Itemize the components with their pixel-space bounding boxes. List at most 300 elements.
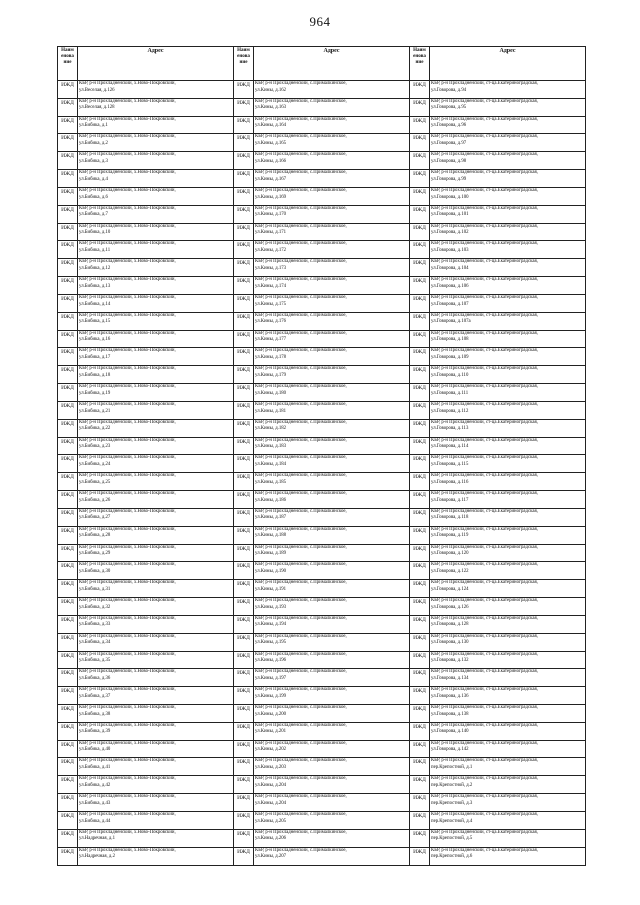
address-line-locality: КБР, р-н Прохладненский, х.Ново-Покровский,: [79, 758, 176, 764]
building-type-cell: ИЖД: [58, 669, 78, 687]
address-cell: [430, 241, 586, 259]
address-cell: [78, 633, 234, 651]
address-line-street: ул.Говорова, д.110: [431, 372, 469, 378]
address-line-street: ул.Говорова, д.134: [431, 675, 469, 681]
address-cell: [78, 508, 234, 526]
address-line-locality: КБР, р-н Прохладненский, с.Прималкинское,: [255, 187, 347, 193]
address-line-locality: КБР, р-н Прохладненский, х.Ново-Покровский,: [79, 722, 176, 728]
building-type-cell: ИЖД: [234, 811, 254, 829]
address-line-locality: КБР, р-н Прохладненский, с.Прималкинское,: [255, 223, 347, 229]
building-type-cell: ИЖД: [410, 223, 430, 241]
address-cell: [78, 455, 234, 473]
building-type-cell: ИЖД: [410, 152, 430, 170]
address-cell: [254, 401, 410, 419]
address-line-locality: КБР, р-н Прохладненский, х.Ново-Покровский,: [79, 81, 176, 86]
address-line-street: ул.Кимы, д.172: [255, 248, 287, 254]
address-line-locality: КБР, р-н Прохладненский, х.Ново-Покровский,: [79, 687, 176, 693]
address-line-locality: КБР, р-н Прохладненский, х.Ново-Покровский,: [79, 401, 176, 407]
building-type-cell: ИЖД: [234, 704, 254, 722]
address-line-street: ул.Кимы, д.185: [255, 479, 287, 485]
address-line-locality: КБР, р-н Прохладненский, х.Ново-Покровский,: [79, 241, 176, 247]
building-type-cell: ИЖД: [410, 187, 430, 205]
table-row: [58, 829, 586, 847]
address-line-locality: КБР, р-н Прохладненский, ст-ца.Екатериноградская,: [431, 437, 538, 443]
table-row: [58, 152, 586, 170]
address-line-locality: КБР, р-н Прохладненский, ст-ца.Екатериноградская,: [431, 187, 538, 193]
address-line-street: ул.Бибика, д.18: [79, 372, 111, 378]
address-cell: [430, 508, 586, 526]
header-address: Адрес: [430, 47, 586, 81]
address-line-street: ул.Говорова, д.113: [431, 426, 469, 432]
address-line-locality: КБР, р-н Прохладненский, с.Прималкинское,: [255, 330, 347, 336]
address-cell: [430, 651, 586, 669]
address-line-street: пер.Крепостной, д.5: [431, 836, 473, 842]
address-cell: [78, 722, 234, 740]
building-type-cell: ИЖД: [234, 401, 254, 419]
address-cell: [78, 223, 234, 241]
address-line-street: ул.Говорова, д.112: [431, 408, 469, 414]
building-type-cell: ИЖД: [410, 508, 430, 526]
address-cell: [78, 562, 234, 580]
address-cell: [78, 473, 234, 491]
address-cell: [78, 598, 234, 616]
address-line-locality: КБР, р-н Прохладненский, с.Прималкинское,: [255, 669, 347, 675]
address-line-street: ул.Говорова, д.108: [431, 337, 469, 343]
address-cell: [430, 401, 586, 419]
address-line-locality: КБР, р-н Прохладненский, с.Прималкинское,: [255, 829, 347, 835]
address-cell: [430, 829, 586, 847]
building-type-cell: ИЖД: [234, 187, 254, 205]
address-line-street: ул.Бибика, д.42: [79, 782, 111, 788]
address-line-street: ул.Говорова, д.96: [431, 123, 467, 129]
address-cell: [430, 348, 586, 366]
address-line-street: ул.Кимы, д.170: [255, 212, 287, 218]
building-type-cell: ИЖД: [410, 401, 430, 419]
address-line-locality: КБР, р-н Прохладненский, ст-ца.Екатериноградская,: [431, 669, 538, 675]
address-line-street: ул.Кимы, д.201: [255, 729, 287, 735]
address-cell: [430, 223, 586, 241]
address-line-street: ул.Кимы, д.166: [255, 158, 287, 164]
building-type-cell: ИЖД: [234, 205, 254, 223]
address-line-street: ул.Бибика, д.41: [79, 765, 111, 771]
address-line-locality: КБР, р-н Прохладненский, х.Ново-Покровский,: [79, 829, 176, 835]
address-cell: [254, 223, 410, 241]
address-line-street: ул.Кимы, д.167: [255, 176, 287, 182]
address-cell: [254, 419, 410, 437]
building-type-cell: ИЖД: [234, 740, 254, 758]
building-type-cell: ИЖД: [234, 491, 254, 509]
building-type-cell: ИЖД: [58, 491, 78, 509]
building-type-cell: ИЖД: [58, 562, 78, 580]
building-type-cell: ИЖД: [410, 294, 430, 312]
address-cell: [254, 776, 410, 794]
building-type-cell: ИЖД: [58, 419, 78, 437]
building-type-cell: ИЖД: [58, 811, 78, 829]
address-line-street: ул.Бибика, д.4: [79, 176, 108, 182]
table-row: [58, 419, 586, 437]
building-type-cell: ИЖД: [58, 455, 78, 473]
building-type-cell: ИЖД: [58, 170, 78, 188]
address-cell: [254, 580, 410, 598]
address-cell: [430, 187, 586, 205]
address-line-street: ул.Говорова, д.101: [431, 212, 469, 218]
address-line-street: ул.Кимы, д.169: [255, 194, 287, 200]
building-type-cell: ИЖД: [410, 687, 430, 705]
building-type-cell: ИЖД: [234, 277, 254, 295]
address-line-street: пер.Крепостной, д.2: [431, 782, 473, 788]
address-cell: [78, 241, 234, 259]
address-cell: [430, 205, 586, 223]
building-type-cell: ИЖД: [234, 669, 254, 687]
address-line-street: ул.Кимы, д.187: [255, 515, 287, 521]
address-line-street: ул.Говорова, д.136: [431, 693, 469, 699]
address-line-locality: КБР, р-н Прохладненский, ст-ца.Екатериноградская,: [431, 776, 538, 782]
address-line-locality: КБР, р-н Прохладненский, с.Прималкинское,: [255, 473, 347, 479]
address-line-street: ул.Говорова, д.94: [431, 87, 467, 93]
table-row: [58, 294, 586, 312]
address-line-street: ул.Говорова, д.102: [431, 230, 469, 236]
address-cell: [430, 170, 586, 188]
address-line-locality: КБР, р-н Прохладненский, х.Ново-Покровский,: [79, 170, 176, 176]
address-line-street: ул.Бибика, д.19: [79, 390, 111, 396]
address-line-street: ул.Кимы, д.177: [255, 337, 287, 343]
address-line-locality: КБР, р-н Прохладненский, х.Ново-Покровский,: [79, 312, 176, 318]
address-cell: [254, 170, 410, 188]
address-cell: [254, 491, 410, 509]
address-line-locality: КБР, р-н Прохладненский, ст-ца.Екатериноградская,: [431, 116, 538, 122]
address-cell: [78, 205, 234, 223]
address-line-locality: КБР, р-н Прохладненский, х.Ново-Покровский,: [79, 277, 176, 283]
address-line-locality: КБР, р-н Прохладненский, с.Прималкинское,: [255, 704, 347, 710]
address-cell: [254, 615, 410, 633]
address-line-locality: КБР, р-н Прохладненский, х.Ново-Покровский,: [79, 794, 176, 800]
building-type-cell: ИЖД: [410, 615, 430, 633]
address-cell: [254, 829, 410, 847]
address-cell: [254, 259, 410, 277]
address-cell: [430, 580, 586, 598]
address-line-locality: КБР, р-н Прохладненский, ст-ца.Екатериноградская,: [431, 330, 538, 336]
table-row: [58, 704, 586, 722]
address-line-street: ул.Бибика, д.43: [79, 800, 111, 806]
building-type-cell: ИЖД: [410, 598, 430, 616]
address-line-street: ул.Кимы, д.184: [255, 461, 287, 467]
address-line-street: ул.Кимы, д.204: [255, 782, 287, 788]
address-line-locality: КБР, р-н Прохладненский, ст-ца.Екатериноградская,: [431, 544, 538, 550]
address-line-locality: КБР, р-н Прохладненский, ст-ца.Екатериноградская,: [431, 348, 538, 354]
address-line-locality: КБР, р-н Прохладненский, ст-ца.Екатериноградская,: [431, 134, 538, 140]
address-cell: [254, 669, 410, 687]
building-type-cell: ИЖД: [58, 384, 78, 402]
table-row: [58, 491, 586, 509]
building-type-cell: ИЖД: [58, 829, 78, 847]
building-type-cell: ИЖД: [234, 580, 254, 598]
building-type-cell: ИЖД: [58, 330, 78, 348]
table-row: [58, 722, 586, 740]
address-cell: [78, 312, 234, 330]
address-line-street: ул.Говорова, д.116: [431, 479, 469, 485]
address-line-street: ул.Говорова, д.104: [431, 265, 469, 271]
address-cell: [78, 384, 234, 402]
building-type-cell: ИЖД: [410, 437, 430, 455]
address-line-locality: КБР, р-н Прохладненский, с.Прималкинское,: [255, 98, 347, 104]
address-cell: [78, 187, 234, 205]
address-cell: [78, 366, 234, 384]
address-line-street: ул.Говорова, д.140: [431, 729, 469, 735]
address-line-locality: КБР, р-н Прохладненский, ст-ца.Екатериноградская,: [431, 294, 538, 300]
address-line-locality: КБР, р-н Прохладненский, х.Ново-Покровский,: [79, 562, 176, 568]
building-type-cell: ИЖД: [58, 437, 78, 455]
address-cell: [254, 187, 410, 205]
address-cell: [254, 598, 410, 616]
address-cell: [78, 580, 234, 598]
address-line-locality: КБР, р-н Прохладненский, ст-ца.Екатериноградская,: [431, 312, 538, 318]
building-type-cell: ИЖД: [410, 241, 430, 259]
building-type-cell: ИЖД: [410, 259, 430, 277]
building-type-cell: ИЖД: [410, 473, 430, 491]
address-cell: [430, 491, 586, 509]
address-line-street: ул.Бибика, д.32: [79, 604, 111, 610]
table-row: [58, 847, 586, 865]
building-type-cell: ИЖД: [410, 98, 430, 116]
address-line-street: ул.Кимы, д.191: [255, 586, 287, 592]
address-line-street: ул.Говорова, д.111: [431, 390, 469, 396]
address-line-street: ул.Кимы, д.205: [255, 818, 287, 824]
address-line-street: ул.Говорова, д.128: [431, 622, 469, 628]
table-row: [58, 437, 586, 455]
address-cell: [78, 615, 234, 633]
address-line-locality: КБР, р-н Прохладненский, с.Прималкинское,: [255, 152, 347, 158]
address-cell: [254, 241, 410, 259]
address-cell: [254, 116, 410, 134]
building-type-cell: ИЖД: [410, 758, 430, 776]
address-line-locality: КБР, р-н Прохладненский, х.Ново-Покровский,: [79, 384, 176, 390]
building-type-cell: ИЖД: [410, 384, 430, 402]
building-type-cell: ИЖД: [410, 811, 430, 829]
address-cell: [254, 312, 410, 330]
address-cell: [430, 152, 586, 170]
address-line-street: ул.Бибика, д.33: [79, 622, 111, 628]
building-type-cell: ИЖД: [58, 544, 78, 562]
building-type-cell: ИЖД: [410, 704, 430, 722]
address-cell: [78, 330, 234, 348]
table-row: [58, 81, 586, 99]
address-line-street: ул.Говорова, д.126: [431, 604, 469, 610]
address-cell: [78, 704, 234, 722]
address-line-locality: КБР, р-н Прохладненский, ст-ца.Екатериноградская,: [431, 170, 538, 176]
address-cell: [430, 473, 586, 491]
table-row: [58, 580, 586, 598]
address-line-locality: КБР, р-н Прохладненский, ст-ца.Екатериноградская,: [431, 384, 538, 390]
building-type-cell: ИЖД: [58, 152, 78, 170]
table-row: [58, 241, 586, 259]
address-line-locality: КБР, р-н Прохладненский, ст-ца.Екатериноградская,: [431, 366, 538, 372]
address-line-locality: КБР, р-н Прохладненский, ст-ца.Екатериноградская,: [431, 847, 538, 853]
building-type-cell: ИЖД: [234, 544, 254, 562]
address-cell: [78, 277, 234, 295]
address-line-locality: КБР, р-н Прохладненский, х.Ново-Покровский,: [79, 294, 176, 300]
building-type-cell: ИЖД: [58, 758, 78, 776]
table-row: [58, 134, 586, 152]
address-line-street: ул.Говорова, д.130: [431, 640, 469, 646]
address-line-locality: КБР, р-н Прохладненский, с.Прималкинское,: [255, 277, 347, 283]
building-type-cell: ИЖД: [58, 598, 78, 616]
address-line-street: ул.Бибика, д.38: [79, 711, 111, 717]
address-cell: [78, 811, 234, 829]
building-type-cell: ИЖД: [58, 277, 78, 295]
address-line-locality: КБР, р-н Прохладненский, с.Прималкинское,: [255, 170, 347, 176]
address-line-locality: КБР, р-н Прохладненский, х.Ново-Покровский,: [79, 615, 176, 621]
table-row: [58, 526, 586, 544]
building-type-cell: ИЖД: [234, 241, 254, 259]
address-line-locality: КБР, р-н Прохладненский, ст-ца.Екатериноградская,: [431, 704, 538, 710]
address-line-locality: КБР, р-н Прохладненский, с.Прималкинское,: [255, 241, 347, 247]
building-type-cell: ИЖД: [410, 562, 430, 580]
building-type-cell: ИЖД: [234, 633, 254, 651]
address-line-street: ул.Кимы, д.182: [255, 426, 287, 432]
address-line-street: ул.Надречная, д.2: [79, 854, 115, 860]
building-type-cell: ИЖД: [234, 615, 254, 633]
address-cell: [430, 384, 586, 402]
address-line-locality: КБР, р-н Прохладненский, с.Прималкинское,: [255, 580, 347, 586]
page-number: 964: [309, 14, 331, 29]
address-line-street: ул.Говорова, д.119: [431, 533, 469, 539]
address-line-locality: КБР, р-н Прохладненский, ст-ца.Екатериноградская,: [431, 491, 538, 497]
address-line-locality: КБР, р-н Прохладненский, х.Ново-Покровский,: [79, 116, 176, 122]
address-line-street: ул.Бибика, д.40: [79, 747, 111, 753]
building-type-cell: ИЖД: [58, 473, 78, 491]
address-cell: [430, 758, 586, 776]
address-line-locality: КБР, р-н Прохладненский, х.Ново-Покровский,: [79, 847, 176, 853]
address-cell: [78, 669, 234, 687]
address-cell: [78, 740, 234, 758]
address-line-locality: КБР, р-н Прохладненский, ст-ца.Екатериноградская,: [431, 651, 538, 657]
address-line-street: ул.Кимы, д.204: [255, 800, 287, 806]
address-line-street: ул.Кимы, д.171: [255, 230, 287, 236]
building-type-cell: ИЖД: [234, 829, 254, 847]
building-type-cell: ИЖД: [410, 419, 430, 437]
address-line-locality: КБР, р-н Прохладненский, х.Ново-Покровский,: [79, 776, 176, 782]
address-line-locality: КБР, р-н Прохладненский, х.Ново-Покровский,: [79, 651, 176, 657]
address-line-street: ул.Говорова, д.107: [431, 301, 469, 307]
address-line-street: пер.Крепостной, д.6: [431, 854, 473, 860]
address-line-locality: КБР, р-н Прохладненский, с.Прималкинское,: [255, 687, 347, 693]
address-line-locality: КБР, р-н Прохладненский, х.Ново-Покровский,: [79, 437, 176, 443]
building-type-cell: ИЖД: [410, 526, 430, 544]
address-line-locality: КБР, р-н Прохладненский, х.Ново-Покровский,: [79, 669, 176, 675]
building-type-cell: ИЖД: [58, 401, 78, 419]
address-line-street: ул.Кимы, д.178: [255, 355, 287, 361]
building-type-cell: ИЖД: [410, 205, 430, 223]
address-cell: [430, 419, 586, 437]
address-line-locality: КБР, р-н Прохладненский, х.Ново-Покровский,: [79, 259, 176, 265]
address-cell: [430, 615, 586, 633]
address-line-street: ул.Говорова, д.114: [431, 444, 469, 450]
address-line-street: ул.Кимы, д.200: [255, 711, 287, 717]
address-line-street: ул.Говорова, д.122: [431, 568, 469, 574]
building-type-cell: ИЖД: [410, 847, 430, 865]
address-line-street: ул.Говорова, д.99: [431, 176, 467, 182]
address-line-street: ул.Бибика, д.27: [79, 515, 111, 521]
address-line-locality: КБР, р-н Прохладненский, х.Ново-Покровский,: [79, 98, 176, 104]
address-cell: [430, 740, 586, 758]
address-line-locality: КБР, р-н Прохладненский, ст-ца.Екатериноградская,: [431, 98, 538, 104]
building-type-cell: ИЖД: [58, 722, 78, 740]
table-row: [58, 116, 586, 134]
address-cell: [78, 437, 234, 455]
address-line-locality: КБР, р-н Прохладненский, ст-ца.Екатериноградская,: [431, 81, 538, 86]
address-line-locality: КБР, р-н Прохладненский, х.Ново-Покровский,: [79, 633, 176, 639]
building-type-cell: ИЖД: [234, 170, 254, 188]
building-type-cell: ИЖД: [234, 526, 254, 544]
building-type-cell: ИЖД: [58, 687, 78, 705]
address-line-street: ул.Бибика, д.34: [79, 640, 111, 646]
table-row: [58, 330, 586, 348]
address-cell: [78, 526, 234, 544]
address-cell: [430, 134, 586, 152]
address-cell: [430, 98, 586, 116]
address-line-street: ул.Бибика, д.11: [79, 248, 111, 254]
address-line-locality: КБР, р-н Прохладненский, х.Ново-Покровский,: [79, 544, 176, 550]
address-line-locality: КБР, р-н Прохладненский, х.Ново-Покровский,: [79, 740, 176, 746]
address-line-locality: КБР, р-н Прохладненский, ст-ца.Екатериноградская,: [431, 740, 538, 746]
table-row: [58, 187, 586, 205]
address-line-street: ул.Кимы, д.207: [255, 854, 287, 860]
table-body: [58, 81, 586, 866]
address-cell: [254, 277, 410, 295]
address-line-street: ул.Бибика, д.24: [79, 461, 111, 467]
building-type-cell: ИЖД: [58, 794, 78, 812]
address-line-locality: КБР, р-н Прохладненский, с.Прималкинское,: [255, 544, 347, 550]
address-cell: [254, 794, 410, 812]
address-cell: [254, 758, 410, 776]
table-row: [58, 98, 586, 116]
building-type-cell: ИЖД: [58, 241, 78, 259]
address-line-locality: КБР, р-н Прохладненский, ст-ца.Екатериноградская,: [431, 205, 538, 211]
address-line-street: ул.Кимы, д.162: [255, 87, 287, 93]
address-cell: [78, 152, 234, 170]
address-line-locality: КБР, р-н Прохладненский, с.Прималкинское,: [255, 259, 347, 265]
building-type-cell: ИЖД: [234, 776, 254, 794]
building-type-cell: ИЖД: [58, 633, 78, 651]
building-type-cell: ИЖД: [410, 651, 430, 669]
address-line-locality: КБР, р-н Прохладненский, с.Прималкинское,: [255, 794, 347, 800]
table-row: [58, 651, 586, 669]
table-row: [58, 205, 586, 223]
address-line-locality: КБР, р-н Прохладненский, ст-ца.Екатериноградская,: [431, 419, 538, 425]
building-type-cell: ИЖД: [58, 294, 78, 312]
address-line-locality: КБР, р-н Прохладненский, ст-ца.Екатериноградская,: [431, 615, 538, 621]
address-cell: [430, 116, 586, 134]
building-type-cell: ИЖД: [234, 330, 254, 348]
address-line-locality: КБР, р-н Прохладненский, х.Ново-Покровский,: [79, 491, 176, 497]
address-line-locality: КБР, р-н Прохладненский, с.Прималкинское,: [255, 776, 347, 782]
address-line-locality: КБР, р-н Прохладненский, ст-ца.Екатериноградская,: [431, 223, 538, 229]
address-line-street: ул.Говорова, д.138: [431, 711, 469, 717]
address-line-locality: КБР, р-н Прохладненский, ст-ца.Екатериноградская,: [431, 687, 538, 693]
building-type-cell: ИЖД: [58, 223, 78, 241]
building-type-cell: ИЖД: [234, 259, 254, 277]
address-line-locality: КБР, р-н Прохладненский, с.Прималкинское,: [255, 526, 347, 532]
address-line-street: ул.Кимы, д.173: [255, 265, 287, 271]
address-cell: [430, 687, 586, 705]
address-line-locality: КБР, р-н Прохладненский, с.Прималкинское,: [255, 740, 347, 746]
building-type-cell: ИЖД: [58, 259, 78, 277]
address-cell: [78, 98, 234, 116]
address-cell: [430, 722, 586, 740]
address-line-locality: КБР, р-н Прохладненский, ст-ца.Екатериноградская,: [431, 152, 538, 158]
address-line-street: ул.Бибика, д.29: [79, 551, 111, 557]
address-line-street: пер.Крепостной, д.4: [431, 818, 473, 824]
